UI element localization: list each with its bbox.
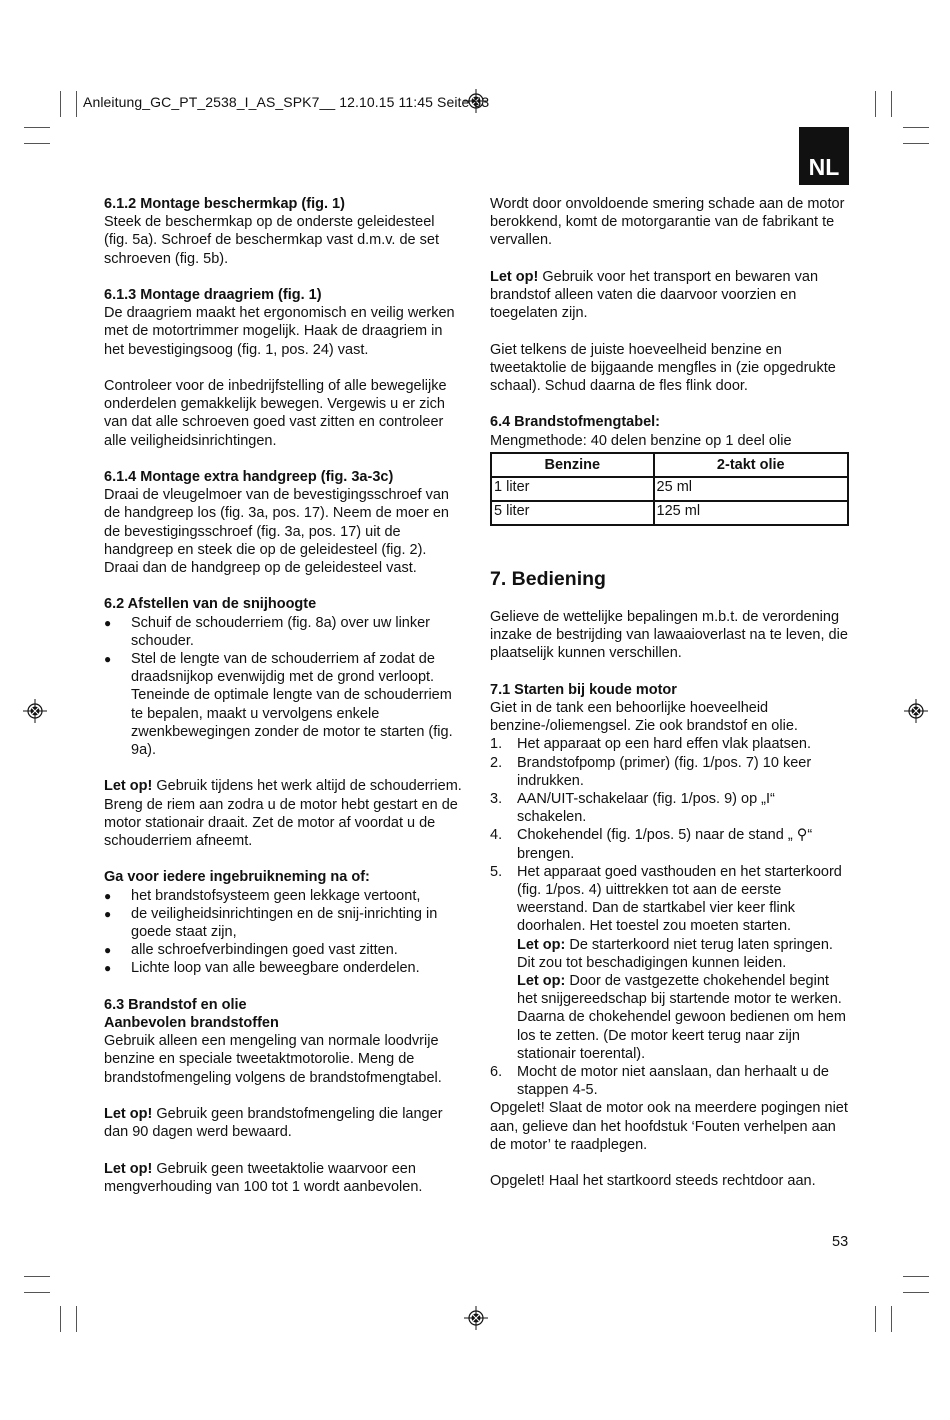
section-title: 6.4 Brandstofmengtabel: <box>490 414 660 431</box>
table-cell: 5 liter <box>491 501 654 525</box>
list-item: ● alle schroefverbindingen goed vast zitten. <box>104 941 462 959</box>
list-item <box>490 790 848 826</box>
section-title: 6.3 Brandstof en olie <box>104 996 247 1013</box>
crop-mark <box>24 1292 50 1293</box>
table-cell: 125 ml <box>654 501 848 525</box>
list-item-text: Mocht de motor niet aanslaan, dan herhaalt u de stappen 4-5. <box>517 1064 829 1099</box>
list-number: 6. <box>490 1064 503 1081</box>
warning-paragraph <box>104 1160 462 1196</box>
paragraph: Steek de beschermkap op de onderste geleidesteel (fig. 5a). Schroef de beschermkap vast d.m.v. de set schroeven (fig. 5b). <box>104 214 439 267</box>
paragraph: Gebruik alleen een mengeling van normale loodvrije benzine en speciale tweetaktmotorolie. Meng de brandstofmengeling volgens de brandstofmengtabel. <box>104 1033 442 1086</box>
note <box>517 936 848 972</box>
registration-mark-icon <box>464 1306 488 1330</box>
paragraph: Mengmethode: 40 delen benzine op 1 deel olie <box>490 432 792 449</box>
crop-mark <box>891 1306 892 1332</box>
warning-text: Gebruik geen tweetaktolie waarvoor een mengverhouding van 100 tot 1 wordt aanbevolen. <box>104 1160 423 1195</box>
paragraph: Giet in de tank een behoorlijke hoeveelheid benzine-/oliemengsel. Zie ook brandstof en olie. <box>490 700 798 735</box>
crop-mark <box>24 127 50 128</box>
numbered-list <box>490 735 848 1099</box>
paragraph: De draagriem maakt het ergonomisch en veilig werken met de motortrimmer mogelijk. Haak de draagriem in het bevestigingsoog (fig. 1, pos. 24) vast. <box>104 305 455 358</box>
list-number: 5. <box>490 863 503 880</box>
warning-paragraph <box>104 777 462 850</box>
print-slug: Anleitung_GC_PT_2538_I_AS_SPK7__ 12.10.15 11:45 Seite 53 <box>83 94 490 110</box>
paragraph: Draai de vleugelmoer van de bevestigingsschroef van de handgreep los (fig. 3a, pos. 17). Neem de moer en de bevestigingsschroef (fig. 3a, pos. 17) uit de handgreep en steek die op de geleidesteel (fig. 2). Draai dan de handgreep op de geleidesteel vast. <box>104 487 449 577</box>
section-title: 6.2 Afstellen van de snijhoogte <box>104 596 317 613</box>
crop-mark <box>891 91 892 117</box>
list-item <box>490 754 848 790</box>
warning-text: Gebruik voor het transport en bewaren van brandstof alleen vaten die daarvoor voorzien en toegelaten zijn. <box>490 268 819 322</box>
crop-mark <box>60 1306 61 1332</box>
language-badge: NL <box>799 127 849 185</box>
list-item <box>490 826 848 862</box>
list-item: ● het brandstofsysteem geen lekkage vertoont, <box>104 887 462 905</box>
fuel-mix-table <box>490 452 849 526</box>
list-item-text: Het apparaat op een hard effen vlak plaatsen. <box>517 736 811 753</box>
crop-mark <box>76 1306 77 1332</box>
right-column <box>490 195 848 1209</box>
list-item-text: Daarna de chokehendel gewoon bedienen om hem los te zetten. (De motor keert terug naar zijn stationair toerental). <box>517 1009 846 1062</box>
page-number: 53 <box>832 1234 849 1250</box>
section-title: 6.1.2 Montage beschermkap (fig. 1) <box>104 196 345 212</box>
crop-mark <box>24 143 50 144</box>
section-title: 7.1 Starten bij koude motor <box>490 681 677 698</box>
paragraph: Giet telkens de juiste hoeveelheid benzine en tweetaktolie de bijgaande mengfles in (zie opgedrukte schaal). Schud daarna de fles flink door. <box>490 341 836 394</box>
note-label: Let op: <box>517 936 566 953</box>
paragraph: Gelieve de wettelijke bepalingen m.b.t. de verordening inzake de bestrijding van lawaaioverlast na te leven, die plaatselijk kunnen verschillen. <box>490 609 848 662</box>
crop-mark <box>903 1292 929 1293</box>
crop-mark <box>875 91 876 117</box>
table-cell: 1 liter <box>491 477 654 501</box>
table-header: Benzine <box>491 453 654 477</box>
list-item: ● Stel de lengte van de schouderriem af zodat de draadsnijkop evenwijdig met de grond verloopt. Teneinde de optimale lengte van de schouderriem te bepalen, maakt u vervolgens enkele zwenkbewegingen zonder de motor te starten (fig. 9a). <box>104 650 462 759</box>
chapter-title: 7. Bediening <box>490 567 606 590</box>
section-title: 6.1.4 Montage extra handgreep (fig. 3a-3c) <box>104 469 394 485</box>
bullet-list <box>104 887 462 978</box>
paragraph: Wordt door onvoldoende smering schade aan de motor berokkend, komt de motorgarantie van de fabrikant te vervallen. <box>490 196 845 249</box>
list-item <box>490 863 848 1063</box>
warning-label: Let op! <box>104 1160 153 1177</box>
list-item <box>490 735 848 753</box>
warning-paragraph <box>490 268 848 323</box>
section-title: Ga voor iedere ingebruikneming na of: <box>104 869 370 886</box>
crop-mark <box>875 1306 876 1332</box>
list-item: ● Lichte loop van alle beweegbare onderdelen. <box>104 959 462 977</box>
warning-paragraph <box>104 1105 462 1141</box>
table-cell: 25 ml <box>654 477 848 501</box>
table-header: 2-takt olie <box>654 453 848 477</box>
warning-label: Let op! <box>490 268 539 285</box>
crop-mark <box>60 91 61 117</box>
list-item: ● Schuif de schouderriem (fig. 8a) over uw linker schouder. <box>104 614 462 650</box>
list-number: 4. <box>490 827 503 844</box>
list-item: ● de veiligheidsinrichtingen en de snij-inrichting in goede staat zijn, <box>104 905 462 941</box>
table-row <box>491 501 848 525</box>
section-subtitle: Aanbevolen brandstoffen <box>104 1015 279 1032</box>
list-number: 2. <box>490 754 503 771</box>
section-title: 6.1.3 Montage draagriem (fig. 1) <box>104 287 322 303</box>
crop-mark <box>76 91 77 117</box>
crop-mark <box>24 1276 50 1277</box>
left-column <box>104 195 462 1214</box>
crop-mark <box>903 127 929 128</box>
warning-paragraph: Opgelet! Haal het startkoord steeds rechtdoor aan. <box>490 1173 816 1190</box>
list-item-text: AAN/UIT-schakelaar (fig. 1/pos. 9) op „I“ schakelen. <box>517 791 775 826</box>
table-header-row <box>491 453 848 477</box>
list-number: 1. <box>490 736 503 753</box>
warning-text: Gebruik geen brandstofmengeling die langer dan 90 dagen werd bewaard. <box>104 1106 443 1141</box>
note <box>517 972 848 1008</box>
note-text: De starterkoord niet terug laten springen. Dit zou tot beschadigingen kunnen leiden. <box>517 936 833 971</box>
registration-mark-icon <box>904 699 928 723</box>
warning-paragraph: Opgelet! Slaat de motor ook na meerdere pogingen niet aan, gelieve dan het hoofdstuk ‘Fouten verhelpen aan de motor’ te raadplegen. <box>490 1100 848 1153</box>
crop-mark <box>903 1276 929 1277</box>
note-label: Let op: <box>517 973 566 990</box>
note-text: Door de vastgezette chokehendel begint het snijgereedschap bij startende motor te werken. <box>517 973 842 1008</box>
bullet-list <box>104 614 462 760</box>
warning-label: Let op! <box>104 1106 153 1123</box>
list-item-text: Chokehendel (fig. 1/pos. 5) naar de stand „ ⚲“ brengen. <box>517 827 813 862</box>
paragraph: Controleer voor de inbedrijfstelling of alle bewegelijke onderdelen gemakkelijk bewegen. Vergewis u er zich van dat alle schroeven goed vast zitten en controleer alle veiligheidsinrichtingen. <box>104 378 447 449</box>
list-item-text: Brandstofpomp (primer) (fig. 1/pos. 7) 10 keer indrukken. <box>517 754 812 789</box>
table-row <box>491 477 848 501</box>
list-item <box>490 1063 848 1099</box>
list-item-text: Het apparaat goed vasthouden en het starterkoord (fig. 1/pos. 4) uittrekken tot aan de eerste weerstand. Dan de startkabel vier keer flink doorhalen. Het toestel zou moeten starten. <box>517 863 842 935</box>
warning-text: Gebruik tijdens het werk altijd de schouderriem. Breng de riem aan zodra u de motor hebt gestart en de motor stationair draait. Zet de motor af voordat u de schouderriem afneemt. <box>104 778 462 850</box>
registration-mark-icon <box>23 699 47 723</box>
crop-mark <box>903 143 929 144</box>
list-number: 3. <box>490 791 503 808</box>
warning-label: Let op! <box>104 778 153 795</box>
